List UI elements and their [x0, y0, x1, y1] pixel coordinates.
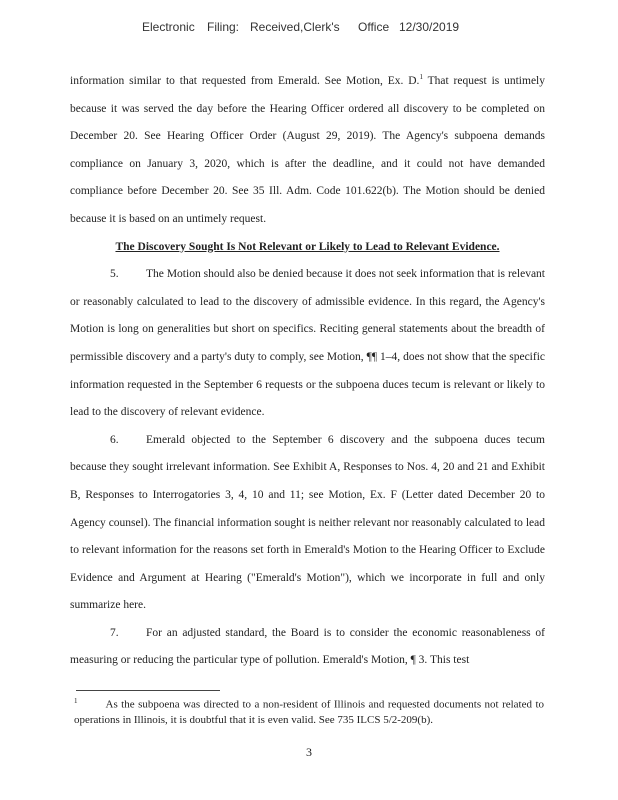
- paragraph-6: 6. Emerald objected to the September 6 discovery and the subpoena duces tecum because they sought irrelevant information. See Exhibit A, Responses to Nos. 4, 20 and 21 and Exhibit B, Responses to Interrogatories 3, 4, 10 and 11; see Motion, Ex. F (Letter dated December 20 to Agency counsel). The financial information sought is neither relevant nor reasonably calculated to lead to relevant information for the reasons set forth in Emerald's Motion to the Hearing Officer to Exclude Evidence and Argument at Hearing ("Emerald's Motion"), which we incorporate in full and only summarize here.: [70, 427, 545, 620]
- footnote: [74, 694, 544, 728]
- paragraph-number: 5.: [110, 268, 119, 281]
- header-date: 12/30/2019: [399, 20, 460, 34]
- page-number: 3: [306, 745, 312, 759]
- header-electronic: Electronic: [142, 20, 195, 34]
- paragraph-5: 5. The Motion should also be denied because it does not seek information that is relevant or reasonably calculated to lead to the discovery of admissible evidence. In this regard, the Agency's Motion is long on generalities but short on specifics. Reciting general statements about the breadth of permissible discovery and a party's duty to comply, see Motion, ¶¶ 1–4, does not show that the specific information requested in the September 6 requests or the subpoena duces tecum is relevant or likely to lead to the discovery of relevant evidence.: [70, 261, 545, 427]
- paragraph-7: 7. For an adjusted standard, the Board is to consider the economic reasonableness of measuring or reducing the particular type of pollution. Emerald's Motion, ¶ 3. This test: [70, 620, 545, 675]
- footnote-text: As the subpoena was directed to a non-resident of Illinois and requested documents not related to operations in Illinois, it is doubtful that it is even valid. See 735 ILCS 5/2-209(b).: [74, 698, 544, 726]
- header-received: Received,Clerk's: [250, 20, 340, 34]
- paragraph-number: 7.: [110, 626, 119, 639]
- document-body: [70, 68, 545, 675]
- footnote-ref: 1: [419, 73, 423, 82]
- paragraph-number: 6.: [110, 433, 119, 446]
- section-heading: The Discovery Sought Is Not Relevant or Likely to Lead to Relevant Evidence.: [115, 240, 500, 253]
- header-filing: Filing:: [207, 20, 240, 34]
- paragraph-4-continued: information similar to that requested from Emerald. See Motion, Ex. D.$^1$ That request is untimely because it was served the day before the Hearing Officer ordered all discovery to be completed on December 20. See Hearing Officer Order (August 29, 2019). The Agency's subpoena demands compliance on January 3, 2020, which is after the deadline, and it could not have demanded compliance before December 20. See 35 Ill. Adm. Code 101.622(b). The Motion should be denied because it is based on an untimely request.: [70, 73, 546, 225]
- footnote-rule: [76, 690, 220, 691]
- footnote-mark: 1: [74, 697, 78, 705]
- header-office: Office: [358, 20, 390, 34]
